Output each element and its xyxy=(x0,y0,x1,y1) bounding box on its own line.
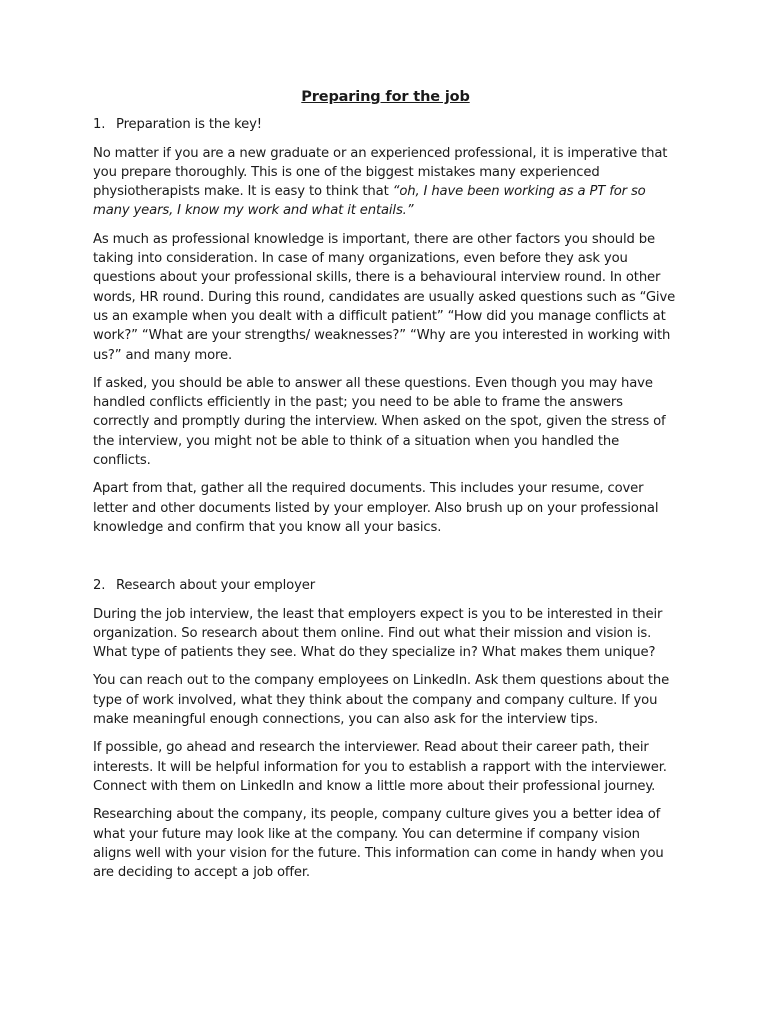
paragraph: You can reach out to the company employees on LinkedIn. Ask them questions about the type of work involved, what they think about the company and company culture. If you make meaningful enough connections, you can also ask for the interview tips. xyxy=(93,673,670,728)
section-heading-text: Preparation is the key! xyxy=(116,117,262,133)
quoted-thought: “oh, I have been working as a PT for so many years, I know my work and what it entails.” xyxy=(93,184,646,219)
document-title: Preparing for the job xyxy=(301,89,470,105)
paragraph: Researching about the company, its people, company culture gives you a better idea of what your future may look like at the company. You can determine if company vision aligns well with your vision for the future. This information can come in handy when you are deciding to accept a job offer. xyxy=(93,807,664,881)
paragraph: During the job interview, the least that employers expect is you to be interested in their organization. So research about them online. Find out what their mission and vision is. What type of patients they see. What do they specialize in? What makes them unique? xyxy=(93,606,663,661)
section-heading-preparation xyxy=(93,115,678,134)
section-number: 1. xyxy=(93,117,106,133)
paragraph: If possible, go ahead and research the interviewer. Read about their career path, their interests. It will be helpful information for you to establish a rapport with the interviewer. Connect with them on LinkedIn and know a little more about their professional journey. xyxy=(93,740,667,794)
paragraph xyxy=(93,144,678,221)
document-page xyxy=(93,88,678,891)
paragraph-text: No matter if you are a new graduate or an experienced professional, it is imperative that you prepare thoroughly. This is one of the biggest mistakes many experienced physiotherapists make. It is easy to think that xyxy=(93,145,668,200)
section-heading-text: Research about your employer xyxy=(116,578,315,594)
section-number: 2. xyxy=(93,578,106,594)
section-spacer xyxy=(93,546,678,576)
paragraph: If asked, you should be able to answer all these questions. Even though you may have handled conflicts efficiently in the past; you need to be able to frame the answers correctly and promptly during the interview. When asked on the spot, given the stress of the interview, you might not be able to think of a situation when you handled the conflicts. xyxy=(93,375,666,469)
section-heading-research xyxy=(93,576,678,595)
paragraph: As much as professional knowledge is important, there are other factors you should be taking into consideration. In case of many organizations, even before they ask you questions about your professional skills, there is a behavioural interview round. In other words, HR round. During this round, candidates are usually asked questions such as “Give us an example when you dealt with a difficult patient” “How did you manage conflicts at work?” “What are your strengths/ weaknesses?” “Why are you interested in working with us?” and many more. xyxy=(93,231,676,363)
paragraph: Apart from that, gather all the required documents. This includes your resume, cover letter and other documents listed by your employer. Also brush up on your professional knowledge and confirm that you know all your basics. xyxy=(93,481,659,535)
